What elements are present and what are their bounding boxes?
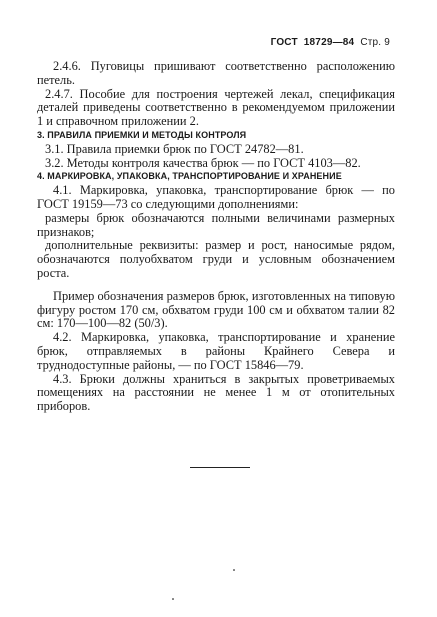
paragraph-4-3: 4.3. Брюки должны храниться в закрытых проветриваемых помещениях на расстоянии не менее 1 м от отопительных приборов. bbox=[37, 371, 395, 414]
page-header bbox=[271, 37, 395, 48]
paragraph-4-2: 4.2. Маркировка, упаковка, транспортирование и хранение брюк, отправляемых в районы Крайнего Севера и труднодоступные районы, — по ГОСТ 15846—79. bbox=[37, 330, 395, 372]
paragraph-2-4-7: 2.4.7. Пособие для построения чертежей лекал, спецификация деталей приведены соответственно в рекомендуемом приложении 1 и справочном приложении 2. bbox=[37, 86, 395, 129]
section-3-title: 3. ПРАВИЛА ПРИЕМКИ И МЕТОДЫ КОНТРОЛЯ bbox=[37, 129, 247, 140]
section-4-title: 4. МАРКИРОВКА, УПАКОВКА, ТРАНСПОРТИРОВАНИЕ И ХРАНЕНИЕ bbox=[37, 171, 342, 182]
paragraph-4-1-requisites: дополнительные реквизиты: размер и рост, наносимые рядом, обозначаются полуобхватом груди и условным обозначением роста. bbox=[37, 238, 395, 280]
scan-speck bbox=[172, 598, 174, 600]
paragraph-4-1: 4.1. Маркировка, упаковка, транспортирование брюк — по ГОСТ 19159—73 со следующими дополнениями: bbox=[37, 183, 395, 211]
header-page-number: Стр. 9 bbox=[360, 37, 390, 48]
paragraph-3-2: 3.2. Методы контроля качества брюк — по ГОСТ 4103—82. bbox=[45, 155, 361, 170]
paragraph-2-4-6: 2.4.6. Пуговицы пришивают соответственно расположению петель. bbox=[37, 59, 395, 87]
paragraph-3-1: 3.1. Правила приемки брюк по ГОСТ 24782—81. bbox=[45, 141, 304, 156]
header-gost: ГОСТ bbox=[270, 37, 298, 48]
header-standard-number: 18729—84 bbox=[303, 37, 355, 48]
scan-speck bbox=[233, 569, 235, 571]
end-rule bbox=[190, 467, 250, 468]
paragraph-4-1-example: Пример обозначения размеров брюк, изготовленных на типовую фигуру ростом 170 см, обхватом груди 100 см и обхватом талии 82 см: 170—100—82 (50/3). bbox=[37, 288, 395, 331]
document-body bbox=[37, 60, 395, 414]
paragraph-4-1-sizes: размеры брюк обозначаются полными величинами размерных признаков; bbox=[37, 210, 395, 239]
